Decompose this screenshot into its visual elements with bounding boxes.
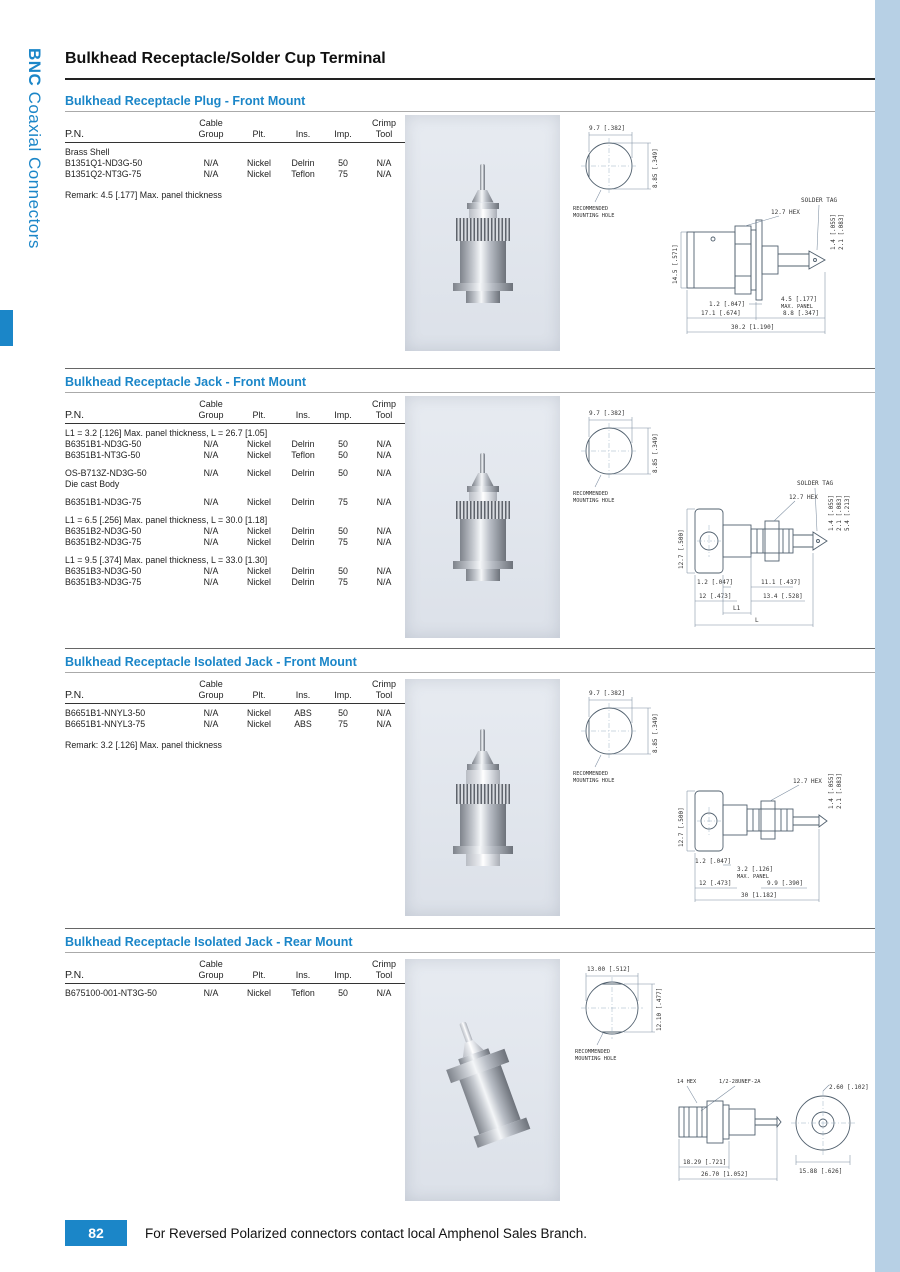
- cell-cable-group: N/A: [203, 537, 219, 547]
- cell-impedance: 50: [338, 158, 348, 168]
- col-impedance: Imp.: [334, 690, 352, 700]
- cell-plating: Nickel: [247, 526, 271, 536]
- cell-impedance: 50: [338, 988, 348, 998]
- technical-drawing: [567, 108, 873, 360]
- col-cable-group-2: Group: [198, 970, 224, 980]
- table-row: [65, 450, 409, 461]
- table-note: L1 = 3.2 [.126] Max. panel thickness, L = 26.7 [1.05]: [65, 428, 268, 438]
- sidebar-series-name: Coaxial Connectors: [25, 86, 44, 249]
- cell-plating: Nickel: [247, 497, 271, 507]
- cell-impedance: 50: [338, 450, 348, 460]
- col-crimp-tool-2: Tool: [375, 129, 393, 139]
- cell-crimp-tool: N/A: [376, 158, 392, 168]
- section-heading: Bulkhead Receptacle Jack - Front Mount: [65, 369, 875, 393]
- dim-label: L1: [733, 605, 741, 612]
- parts-table: [65, 399, 409, 598]
- section-heading: Bulkhead Receptacle Isolated Jack - Front Mount: [65, 649, 875, 673]
- dim-label: 8.85 [.349]: [652, 713, 659, 753]
- product-photo: [405, 115, 560, 351]
- table-note: Die cast Body: [65, 479, 120, 489]
- cell-cable-group: N/A: [203, 158, 219, 168]
- page-title: Bulkhead Receptacle/Solder Cup Terminal: [65, 50, 386, 67]
- cell-cable-group: N/A: [203, 566, 219, 576]
- dim-label: 17.1 [.674]: [701, 310, 741, 317]
- hole-caption: RECOMMENDED: [573, 771, 609, 777]
- technical-drawing: [567, 673, 873, 923]
- cell-plating: Nickel: [247, 577, 271, 587]
- hole-caption: MOUNTING HOLE: [573, 213, 615, 219]
- dim-label: 9.7 [.382]: [589, 690, 626, 697]
- product-photo: [405, 959, 560, 1201]
- dim-label: 3.2 [.126]: [737, 866, 774, 873]
- cell-pn: B6351B1-ND3G-50: [65, 439, 142, 449]
- cell-crimp-tool: N/A: [376, 468, 392, 478]
- parts-table: [65, 959, 409, 1009]
- col-insulation: Ins.: [295, 970, 311, 980]
- cell-insulation: Delrin: [291, 577, 315, 587]
- dim-label: 30.2 [1.190]: [731, 324, 775, 331]
- product-photo: [405, 679, 560, 916]
- table-spacer: [65, 461, 409, 468]
- dim-label: L: [755, 617, 759, 624]
- col-crimp-tool-2: Tool: [375, 690, 393, 700]
- cell-impedance: 75: [338, 719, 348, 729]
- cell-crimp-tool: N/A: [376, 719, 392, 729]
- table-spacer: [65, 508, 409, 515]
- table-row: [65, 708, 409, 719]
- cell-crimp-tool: N/A: [376, 708, 392, 718]
- col-cable-group-1: Cable: [199, 118, 223, 128]
- cell-pn: B1351Q1-ND3G-50: [65, 158, 143, 168]
- cell-pn: B6351B2-ND3G-50: [65, 526, 142, 536]
- cell-crimp-tool: N/A: [376, 526, 392, 536]
- col-impedance: Imp.: [334, 129, 352, 139]
- callout-label: 12.7 HEX: [793, 778, 822, 785]
- cell-pn: B6351B1-ND3G-75: [65, 497, 142, 507]
- cell-plating: Nickel: [247, 719, 271, 729]
- cell-impedance: 75: [338, 169, 348, 179]
- table-note: Brass Shell: [65, 147, 110, 157]
- section-isolated-jack-front-mount: [65, 648, 875, 929]
- col-cable-group-1: Cable: [199, 679, 223, 689]
- col-crimp-tool-2: Tool: [375, 970, 393, 980]
- col-pn: P.N.: [65, 969, 85, 981]
- cell-pn: B6351B1-NT3G-50: [65, 450, 141, 460]
- dim-label: 2.1 [.083]: [836, 772, 843, 809]
- dim-label: 13.4 [.528]: [763, 593, 803, 600]
- dim-label: 26.70 [1.052]: [701, 1171, 748, 1178]
- col-plating: Plt.: [252, 970, 266, 980]
- dim-label: 1.2 [.047]: [709, 301, 746, 308]
- cell-plating: Nickel: [247, 439, 271, 449]
- section-heading: Bulkhead Receptacle Plug - Front Mount: [65, 88, 875, 112]
- page-footer: [65, 1220, 875, 1246]
- dim-label: 1.2 [.047]: [695, 858, 732, 865]
- cell-insulation: Teflon: [291, 988, 315, 998]
- col-insulation: Ins.: [295, 410, 311, 420]
- callout-label: SOLDER TAG: [797, 480, 834, 487]
- cell-insulation: Delrin: [291, 158, 315, 168]
- col-insulation: Ins.: [295, 129, 311, 139]
- table-header: [65, 118, 409, 143]
- cell-impedance: 50: [338, 526, 348, 536]
- hole-caption: MOUNTING HOLE: [573, 498, 615, 504]
- col-impedance: Imp.: [334, 410, 352, 420]
- dim-label: 18.29 [.721]: [683, 1159, 727, 1166]
- hole-caption: MOUNTING HOLE: [575, 1056, 617, 1062]
- cell-insulation: Teflon: [291, 169, 315, 179]
- table-header: [65, 959, 409, 984]
- col-impedance: Imp.: [334, 970, 352, 980]
- dim-label: 12 [.473]: [699, 593, 732, 600]
- cell-cable-group: N/A: [203, 497, 219, 507]
- cell-plating: Nickel: [247, 537, 271, 547]
- cell-impedance: 50: [338, 708, 348, 718]
- table-row: [65, 526, 409, 537]
- cell-plating: Nickel: [247, 169, 271, 179]
- dim-label: 12.7 [.500]: [678, 529, 685, 569]
- hole-caption: RECOMMENDED: [575, 1049, 611, 1055]
- table-row: [65, 497, 409, 508]
- cell-impedance: 75: [338, 537, 348, 547]
- table-row: [65, 566, 409, 577]
- col-pn: P.N.: [65, 128, 85, 140]
- dim-label: 9.7 [.382]: [589, 410, 626, 417]
- section-heading: Bulkhead Receptacle Isolated Jack - Rear Mount: [65, 929, 875, 953]
- connector-photo-illustration: [453, 453, 513, 581]
- cell-cable-group: N/A: [203, 450, 219, 460]
- dim-label: 12.7 [.500]: [678, 807, 685, 847]
- cell-plating: Nickel: [247, 708, 271, 718]
- page-number-badge: 82: [65, 1220, 127, 1246]
- cell-insulation: Delrin: [291, 566, 315, 576]
- dim-label: 15.88 [.626]: [799, 1168, 843, 1175]
- cell-insulation: Delrin: [291, 439, 315, 449]
- sidebar-series-label: [24, 48, 44, 249]
- title-rule: [65, 78, 875, 80]
- col-plating: Plt.: [252, 690, 266, 700]
- cell-cable-group: N/A: [203, 526, 219, 536]
- col-cable-group-2: Group: [198, 129, 224, 139]
- dim-label: 2.1 [.083]: [838, 213, 845, 250]
- cell-plating: Nickel: [247, 988, 271, 998]
- cell-insulation: Teflon: [291, 450, 315, 460]
- table-header: [65, 679, 409, 704]
- connector-photo-illustration: [453, 164, 513, 303]
- cell-cable-group: N/A: [203, 708, 219, 718]
- cell-plating: Nickel: [247, 566, 271, 576]
- cell-cable-group: N/A: [203, 988, 219, 998]
- col-cable-group-2: Group: [198, 690, 224, 700]
- col-pn: P.N.: [65, 409, 85, 421]
- table-row: [65, 988, 409, 999]
- dim-label: 8.85 [.349]: [652, 433, 659, 473]
- dim-label: 8.8 [.347]: [783, 310, 820, 317]
- cell-impedance: 50: [338, 439, 348, 449]
- col-cable-group-2: Group: [198, 410, 224, 420]
- cell-crimp-tool: N/A: [376, 988, 392, 998]
- dim-label: 12.10 [.477]: [656, 987, 663, 1031]
- technical-drawing: [567, 393, 873, 645]
- technical-drawing: [567, 953, 873, 1205]
- dim-label: 13.00 [.512]: [587, 966, 631, 973]
- col-plating: Plt.: [252, 410, 266, 420]
- cell-crimp-tool: N/A: [376, 450, 392, 460]
- dim-label: 5.4 [.213]: [844, 494, 851, 531]
- cell-insulation: Delrin: [291, 526, 315, 536]
- table-body: [65, 988, 409, 999]
- cell-impedance: 50: [338, 468, 348, 478]
- cell-impedance: 75: [338, 577, 348, 587]
- dim-label: 30 [1.182]: [741, 892, 778, 899]
- cell-insulation: ABS: [294, 708, 312, 718]
- col-insulation: Ins.: [295, 690, 311, 700]
- cell-plating: Nickel: [247, 450, 271, 460]
- cell-crimp-tool: N/A: [376, 169, 392, 179]
- table-row: [65, 719, 409, 730]
- cell-plating: Nickel: [247, 158, 271, 168]
- table-spacer: [65, 490, 409, 497]
- cell-impedance: 50: [338, 566, 348, 576]
- cell-pn: B6351B3-ND3G-50: [65, 566, 142, 576]
- cell-insulation: ABS: [294, 719, 312, 729]
- col-pn: P.N.: [65, 689, 85, 701]
- dim-label: 2.1 [.083]: [836, 494, 843, 531]
- connector-photo-illustration: [432, 1012, 532, 1149]
- cell-pn: B6351B3-ND3G-75: [65, 577, 142, 587]
- dim-label: MAX. PANEL: [737, 874, 769, 880]
- section-tab-marker: [0, 310, 13, 346]
- callout-label: 12.7 HEX: [789, 494, 818, 501]
- hole-caption: RECOMMENDED: [573, 491, 609, 497]
- dim-label: 4.5 [.177]: [781, 296, 818, 303]
- dim-label: 9.9 [.390]: [767, 880, 804, 887]
- hole-caption: MOUNTING HOLE: [573, 778, 615, 784]
- table-row: [65, 169, 409, 180]
- table-row: [65, 537, 409, 548]
- dim-label: 1.4 [.055]: [830, 213, 837, 250]
- cell-impedance: 75: [338, 497, 348, 507]
- dim-label: 12 [.473]: [699, 880, 732, 887]
- cell-cable-group: N/A: [203, 468, 219, 478]
- table-spacer: [65, 548, 409, 555]
- cell-pn: B675100-001-NT3G-50: [65, 988, 157, 998]
- table-note: L1 = 9.5 [.374] Max. panel thickness, L = 33.0 [1.30]: [65, 555, 268, 565]
- cell-pn: B1351Q2-NT3G-75: [65, 169, 142, 179]
- section-isolated-jack-rear-mount: [65, 928, 875, 1221]
- dim-label: 1.4 [.055]: [828, 772, 835, 809]
- table-row: [65, 158, 409, 169]
- right-edge-band: [875, 0, 900, 1272]
- table-remark: Remark: 4.5 [.177] Max. panel thickness: [65, 190, 222, 200]
- dim-label: 2.60 [.102]: [829, 1084, 869, 1091]
- cell-crimp-tool: N/A: [376, 537, 392, 547]
- cell-cable-group: N/A: [203, 169, 219, 179]
- dim-label: 1.2 [.047]: [697, 579, 734, 586]
- cell-crimp-tool: N/A: [376, 439, 392, 449]
- col-crimp-tool-1: Crimp: [372, 399, 396, 409]
- table-body: [65, 147, 409, 180]
- dim-label: 8.85 [.349]: [652, 148, 659, 188]
- col-plating: Plt.: [252, 129, 266, 139]
- table-note: L1 = 6.5 [.256] Max. panel thickness, L = 30.0 [1.18]: [65, 515, 268, 525]
- connector-photo-illustration: [453, 729, 513, 866]
- footer-note: For Reversed Polarized connectors contact local Amphenol Sales Branch.: [145, 1225, 587, 1241]
- col-crimp-tool-2: Tool: [375, 410, 393, 420]
- cell-cable-group: N/A: [203, 439, 219, 449]
- cell-crimp-tool: N/A: [376, 566, 392, 576]
- cell-plating: Nickel: [247, 468, 271, 478]
- callout-label: 14 HEX: [677, 1079, 697, 1085]
- parts-table: [65, 679, 409, 750]
- cell-pn: B6351B2-ND3G-75: [65, 537, 142, 547]
- cell-insulation: Delrin: [291, 497, 315, 507]
- cell-crimp-tool: N/A: [376, 497, 392, 507]
- section-plug-front-mount: [65, 88, 875, 368]
- col-crimp-tool-1: Crimp: [372, 118, 396, 128]
- cell-insulation: Delrin: [291, 537, 315, 547]
- dim-label: MAX. PANEL: [781, 304, 813, 310]
- dim-label: 11.1 [.437]: [761, 579, 801, 586]
- cell-cable-group: N/A: [203, 719, 219, 729]
- sidebar-series-code: BNC: [25, 48, 44, 87]
- table-header: [65, 399, 409, 424]
- col-crimp-tool-1: Crimp: [372, 679, 396, 689]
- table-row: [65, 468, 409, 479]
- dim-label: 1.4 [.055]: [828, 494, 835, 531]
- col-cable-group-1: Cable: [199, 959, 223, 969]
- table-remark: Remark: 3.2 [.126] Max. panel thickness: [65, 740, 222, 750]
- hole-caption: RECOMMENDED: [573, 206, 609, 212]
- col-cable-group-1: Cable: [199, 399, 223, 409]
- table-row: [65, 577, 409, 588]
- table-row: [65, 439, 409, 450]
- dim-label: 9.7 [.382]: [589, 125, 626, 132]
- section-jack-front-mount: [65, 368, 875, 649]
- table-body: [65, 708, 409, 730]
- product-photo: [405, 396, 560, 638]
- cell-crimp-tool: N/A: [376, 577, 392, 587]
- callout-label: 12.7 HEX: [771, 209, 800, 216]
- cell-cable-group: N/A: [203, 577, 219, 587]
- cell-insulation: Delrin: [291, 468, 315, 478]
- cell-pn: OS-B713Z-ND3G-50: [65, 468, 147, 478]
- cell-pn: B6651B1-NNYL3-50: [65, 708, 146, 718]
- table-body: [65, 428, 409, 588]
- col-crimp-tool-1: Crimp: [372, 959, 396, 969]
- parts-table: [65, 118, 409, 200]
- callout-label: SOLDER TAG: [801, 197, 838, 204]
- cell-pn: B6651B1-NNYL3-75: [65, 719, 146, 729]
- callout-label: 1/2-28UNEF-2A: [719, 1079, 761, 1085]
- dim-label: 14.5 [.571]: [672, 244, 679, 284]
